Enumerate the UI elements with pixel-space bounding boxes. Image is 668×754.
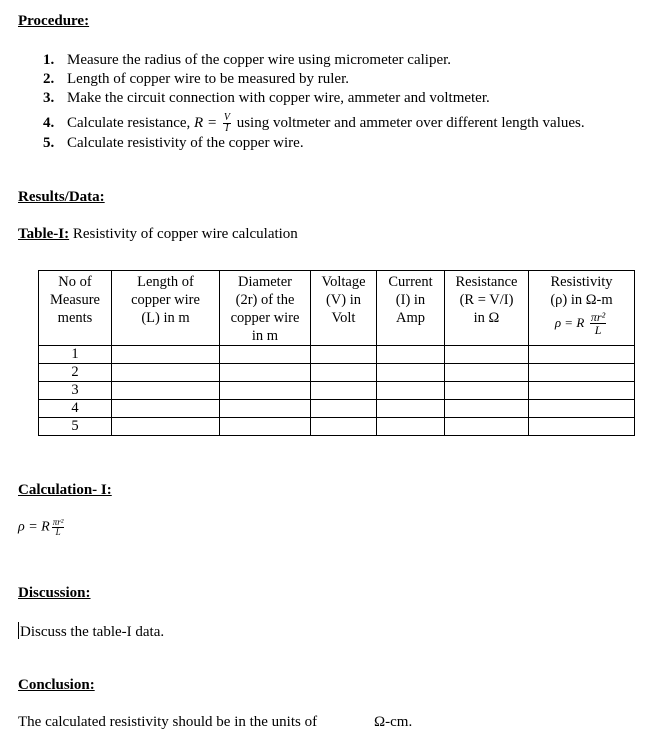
calculation-heading: Calculation- I: xyxy=(18,482,112,498)
header-line: Diameter xyxy=(238,274,292,290)
header-line: Resistivity xyxy=(550,274,613,290)
resistivity-cell[interactable] xyxy=(529,400,635,418)
discussion-text-block[interactable] xyxy=(18,622,164,641)
step-text: Measure the radius of the copper wire using micrometer caliper. xyxy=(67,52,452,68)
header-line: Current xyxy=(388,274,433,290)
step-text: Length of copper wire to be measured by ruler. xyxy=(67,71,349,87)
current-cell[interactable] xyxy=(377,346,445,364)
resistance-cell[interactable] xyxy=(445,418,529,436)
table-row xyxy=(39,418,635,436)
header-line: (L) in m xyxy=(141,310,190,326)
length-cell[interactable] xyxy=(112,418,220,436)
header-line: (R = V/I) xyxy=(459,292,514,308)
length-cell[interactable] xyxy=(112,346,220,364)
formula-lhs: ρ = R xyxy=(554,314,585,330)
row-number: 1 xyxy=(39,346,112,364)
step-number: 1. xyxy=(43,52,55,68)
step-number: 5. xyxy=(43,135,55,151)
diameter-cell[interactable] xyxy=(220,382,311,400)
header-line: (ρ) in Ω-m xyxy=(550,292,613,308)
diameter-cell[interactable] xyxy=(220,346,311,364)
fraction-denominator: L xyxy=(594,323,602,337)
current-cell[interactable] xyxy=(377,418,445,436)
header-line: No of xyxy=(58,274,92,290)
current-cell[interactable] xyxy=(377,364,445,382)
length-cell[interactable] xyxy=(112,400,220,418)
row-number: 3 xyxy=(39,382,112,400)
voltage-cell[interactable] xyxy=(311,364,377,382)
formula-lhs: ρ = R xyxy=(18,519,50,535)
diameter-cell[interactable] xyxy=(220,364,311,382)
conclusion-heading: Conclusion: xyxy=(18,677,95,693)
results-heading: Results/Data: xyxy=(18,189,105,205)
header-voltage xyxy=(311,271,377,346)
procedure-step xyxy=(43,134,585,153)
table-caption-text: Resistivity of copper wire calculation xyxy=(69,226,298,242)
step-text: Make the circuit connection with copper wire, ammeter and voltmeter. xyxy=(67,90,490,106)
conclusion-unit: Ω-cm. xyxy=(374,714,413,730)
length-cell[interactable] xyxy=(112,364,220,382)
text-cursor xyxy=(18,622,19,639)
step-text: Calculate resistivity of the copper wire. xyxy=(67,135,304,151)
header-line: copper wire xyxy=(131,292,200,308)
resistivity-cell[interactable] xyxy=(529,346,635,364)
table-caption xyxy=(18,226,298,243)
header-diameter xyxy=(220,271,311,346)
resistance-cell[interactable] xyxy=(445,400,529,418)
row-number: 5 xyxy=(39,418,112,436)
table-row xyxy=(39,382,635,400)
procedure-heading: Procedure: xyxy=(18,13,90,29)
fraction-numerator: πr² xyxy=(590,310,606,324)
procedure-step xyxy=(43,70,585,89)
resistivity-cell[interactable] xyxy=(529,382,635,400)
row-number: 2 xyxy=(39,364,112,382)
fraction-numerator: πr² xyxy=(52,517,64,527)
discussion-heading: Discussion: xyxy=(18,585,91,601)
formula-fraction xyxy=(590,311,606,336)
row-number: 4 xyxy=(39,400,112,418)
header-current xyxy=(377,271,445,346)
resistance-formula: R = xyxy=(194,115,218,131)
table-label: Table-I: xyxy=(18,226,70,242)
step-text: using voltmeter and ammeter over different length values. xyxy=(232,115,585,131)
header-line: (2r) of the xyxy=(235,292,295,308)
formula-fraction xyxy=(52,518,65,537)
resistance-cell[interactable] xyxy=(445,346,529,364)
current-cell[interactable] xyxy=(377,382,445,400)
resistivity-table xyxy=(38,270,635,436)
table-row xyxy=(39,400,635,418)
header-line: Volt xyxy=(331,310,356,326)
header-line: ments xyxy=(57,310,93,326)
header-length xyxy=(112,271,220,346)
header-measurements xyxy=(39,271,112,346)
current-cell[interactable] xyxy=(377,400,445,418)
header-line: (I) in xyxy=(395,292,426,308)
table-row xyxy=(39,364,635,382)
procedure-step xyxy=(43,89,585,108)
fraction-denominator: L xyxy=(55,527,61,537)
fraction-denominator: I xyxy=(225,123,229,135)
header-line: copper wire xyxy=(230,310,300,326)
length-cell[interactable] xyxy=(112,382,220,400)
resistance-cell[interactable] xyxy=(445,364,529,382)
procedure-step xyxy=(43,108,585,134)
fraction-numerator: V xyxy=(223,112,230,124)
table-row xyxy=(39,346,635,364)
header-line: in Ω xyxy=(473,310,500,326)
voltage-cell[interactable] xyxy=(311,382,377,400)
discussion-text: Discuss the table-I data. xyxy=(20,624,165,640)
diameter-cell[interactable] xyxy=(220,400,311,418)
conclusion-text: The calculated resistivity should be in the units of xyxy=(18,714,318,730)
header-line: Resistance xyxy=(455,274,518,290)
procedure-steps xyxy=(43,51,585,153)
header-resistance xyxy=(445,271,529,346)
resistivity-cell[interactable] xyxy=(529,418,635,436)
header-line: Length of xyxy=(137,274,194,290)
resistivity-formula xyxy=(531,311,632,336)
resistance-fraction xyxy=(223,113,231,134)
header-line: Amp xyxy=(396,310,425,326)
header-line: Voltage xyxy=(321,274,366,290)
step-number: 2. xyxy=(43,71,55,87)
step-number: 4. xyxy=(43,115,55,131)
procedure-step xyxy=(43,51,585,70)
header-resistivity xyxy=(529,271,635,346)
voltage-cell[interactable] xyxy=(311,418,377,436)
header-line: (V) in xyxy=(325,292,362,308)
voltage-cell[interactable] xyxy=(311,346,377,364)
voltage-cell[interactable] xyxy=(311,400,377,418)
step-number: 3. xyxy=(43,90,55,106)
calculation-formula xyxy=(18,518,66,537)
table-header-row xyxy=(39,271,635,346)
step-text: Calculate resistance, xyxy=(67,115,195,131)
resistivity-cell[interactable] xyxy=(529,364,635,382)
resistance-cell[interactable] xyxy=(445,382,529,400)
header-line: Measure xyxy=(50,292,100,308)
header-line: in m xyxy=(251,328,279,344)
diameter-cell[interactable] xyxy=(220,418,311,436)
